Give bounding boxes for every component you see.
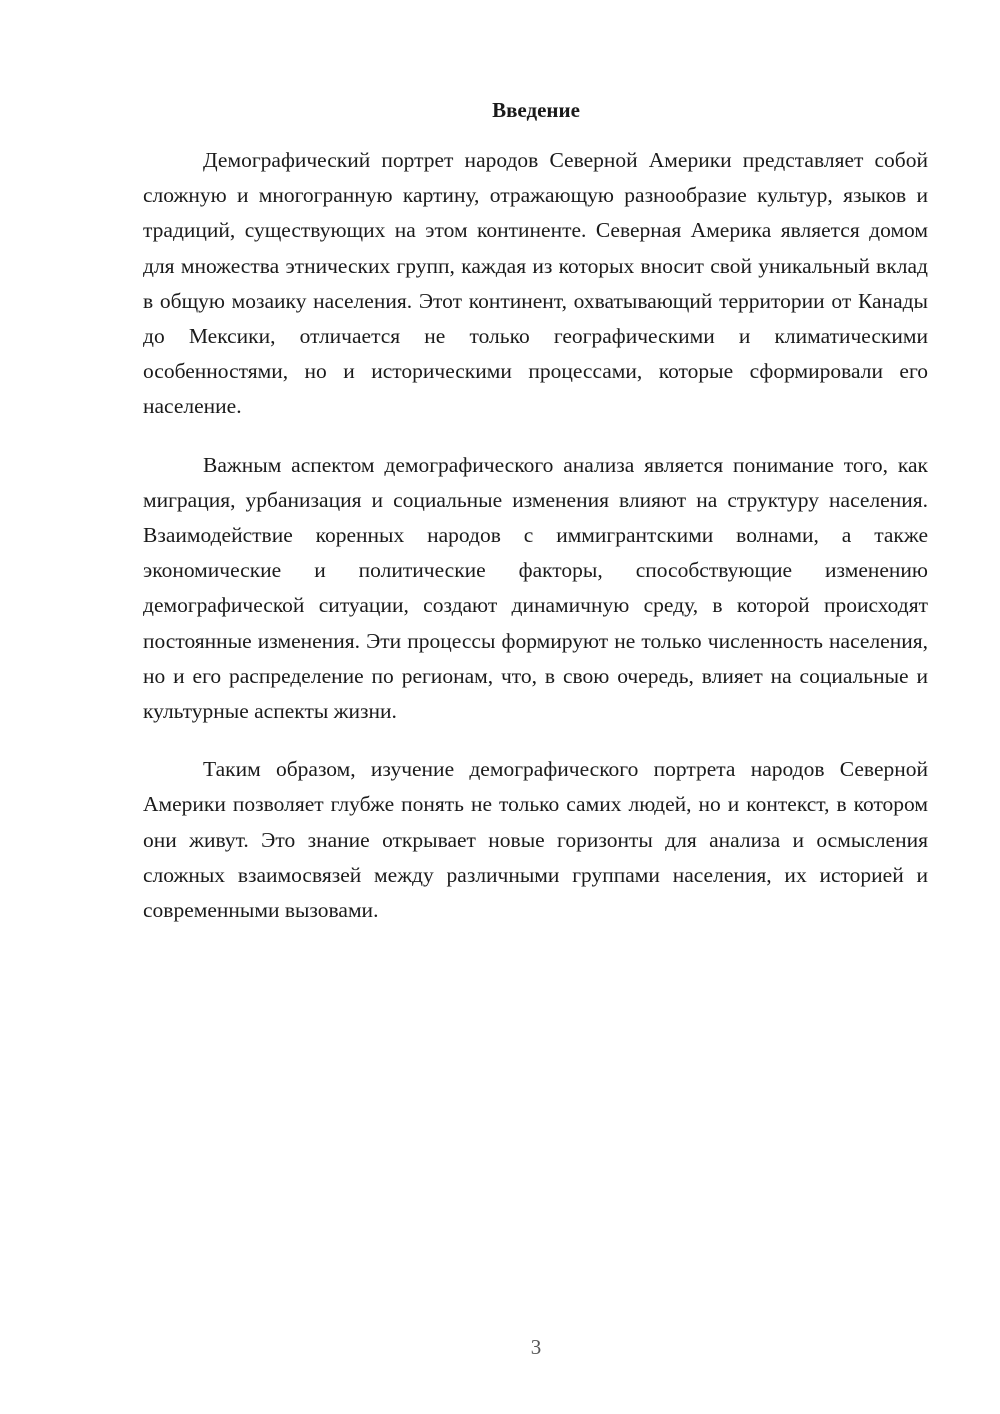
page-number: 3 — [530, 1335, 542, 1359]
body-text — [143, 143, 928, 951]
paragraph-2: Важным аспектом демографического анализа является понимание того, как миграция, урбанизация и социальные изменения влияют на структуру населения. Взаимодействие коренных народов с иммигрантскими волнами, а также экономические и политические факторы, способствующие изменению демографической ситуации, создают динамичную среду, в которой происходят постоянные изменения. Эти процессы формируют не только численность населения, но и его распределение по регионам, что, в свою очередь, влияет на социальные и культурные аспекты жизни. — [143, 452, 928, 724]
paragraph-3: Таким образом, изучение демографического портрета народов Северной Америки позволяет глубже понять не только самих людей, но и контекст, в котором они живут. Это знание открывает новые горизонты для анализа и осмысления сложных взаимосвязей между различными группами населения, их историей и современными вызовами. — [143, 757, 928, 923]
paragraph-1: Демографический портрет народов Северной Америки представляет собой сложную и многогранную картину, отражающую разнообразие культур, языков и традиций, существующих на этом континенте. Северная Америка является домом для множества этнических групп, каждая из которых вносит свой уникальный вклад в общую мозаику населения. Этот континент, охватывающий территории от Канады до Мексики, отличается не только географическими и климатическими особенностями, но и историческими процессами, которые сформировали его население. — [143, 148, 928, 419]
section-title: Введение — [492, 98, 580, 122]
